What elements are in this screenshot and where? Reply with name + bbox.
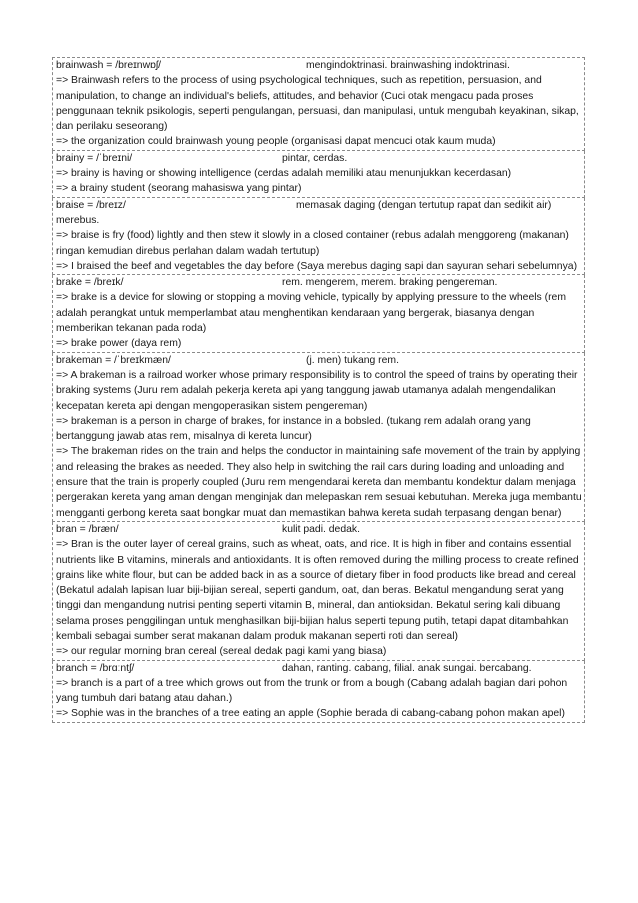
- definition-line: => braise is fry (food) lightly and then stew it slowly in a closed container (rebus adalah menggoreng (makanan) ringan kemudian direbus perlahan dalam wadah tertutup): [56, 230, 569, 257]
- translation: dahan, ranting. cabang, filial. anak sungai. bercabang.: [282, 662, 532, 674]
- example-line: => Sophie was in the branches of a tree eating an apple (Sophie berada di cabang-cabang pohon makan apel): [56, 708, 565, 720]
- definition-line: => Bran is the outer layer of cereal grains, such as wheat, oats, and rice. It is high in fiber and contains essential nutrients like B vitamins, minerals and antioxidants. It is often removed during the milling process to create refined grains like white flour, but can be added back in as a source of dietary fiber in food products like bread and cereal (Bekatul adalah lapisan luar biji-bijian sereal, seperti gandum, oat, dan beras. Bekatul mengandung serat yang tinggi dan mengandung nutrisi penting seperti vitamin B, mineral, dan antioksidan. Bekatul sering kali dibuang selama proses penggilingan untuk menghasilkan biji-bijian halus seperti tepung putih, tetapi dapat ditambahkan kembali sebagai sumber serat makanan dalam produk makanan seperti roti dan sereal): [56, 539, 579, 642]
- entry-brake: [52, 275, 585, 352]
- headword-pronunciation: brake = /breɪk/: [56, 277, 124, 289]
- translation: memasak daging (dengan tertutup rapat dan sedikit air) merebus.: [56, 199, 552, 226]
- headword-pronunciation: branch = /brɑːntʃ/: [56, 662, 135, 674]
- entry-head: [56, 58, 583, 73]
- headword: braise = /breɪz/: [56, 199, 126, 211]
- translation: rem. mengerem, merem. braking pengereman.: [282, 277, 498, 289]
- entry-head: [56, 522, 583, 537]
- example-line: => a brainy student (seorang mahasiswa yang pintar): [56, 183, 302, 195]
- headword-pronunciation: brainwash = /breɪnwɒʃ/: [56, 60, 162, 71]
- example-line: => I braised the beef and vegetables the day before (Saya merebus daging sapi dan sayuran sehari sebelumnya): [56, 260, 578, 272]
- translation: pintar, cerdas.: [282, 152, 348, 164]
- entry-brainwash: [52, 57, 585, 151]
- entry-head: [56, 275, 583, 290]
- translation: mengindoktrinasi. brainwashing indoktrinasi.: [306, 60, 510, 71]
- entry-head: [56, 151, 583, 166]
- translation: (j. men) tukang rem.: [306, 354, 399, 366]
- entry-head: [56, 661, 583, 676]
- definition-line: => Brainwash refers to the process of using psychological techniques, such as repetition, persuasion, and manipulation, to change an individual's beliefs, attitudes, and behavior (Cuci otak mengacu pada proses penggunaan teknik psikologis, seperti pengulangan, persuasi, dan manipulasi, untuk mengubah keyakinan, sikap, dan perilaku seseorang): [56, 75, 579, 133]
- entry-brakeman: [52, 353, 585, 522]
- definition-line: => The brakeman rides on the train and helps the conductor in maintaining safe movement of the train by applying and releasing the brakes as needed. They also help in switching the rail cars during loading and unloading and ensure that the train is properly coupled (Juru rem mengendarai kereta dan membantu kondektur dalam menjaga pergerakan kereta yang aman dengan menginjak dan melepaskan rem sesuai kebutuhan. Mereka juga membantu mengganti gerbong kereta saat bongkar muat dan memastikan bahwa kereta sudah terpasang dengan benar): [56, 446, 582, 519]
- entry-braise: [52, 198, 585, 275]
- entry-head: [56, 353, 583, 368]
- headword-pronunciation: brakeman = /ˈbreɪkmæn/: [56, 354, 171, 366]
- definition-line: => A brakeman is a railroad worker whose primary responsibility is to control the speed of trains by operating their braking systems (Juru rem adalah pekerja kereta api yang tanggung jawab utamanya adalah mengendalikan kecepatan kereta api dengan mengoperasikan sistem pengereman): [56, 369, 578, 412]
- entry-head: [56, 198, 583, 229]
- example-line: => brake power (daya rem): [56, 338, 182, 350]
- example-line: => the organization could brainwash young people (organisasi dapat mencuci otak kaum muda): [56, 136, 496, 148]
- definition-line: => brake is a device for slowing or stopping a moving vehicle, typically by applying pressure to the wheels (rem adalah perangkat untuk memperlambat atau menghentikan kendaraan yang bergerak, biasanya dengan memberikan tekanan pada roda): [56, 292, 566, 335]
- entry-bran: [52, 522, 585, 661]
- headword-pronunciation: brainy = /ˈbreɪni/: [56, 152, 133, 164]
- entry-brainy: [52, 151, 585, 198]
- entry-branch: [52, 661, 585, 723]
- definition-line: => brakeman is a person in charge of brakes, for instance in a bobsled. (tukang rem adalah orang yang bertanggung jawab atas rem, misalnya di kereta luncur): [56, 415, 531, 443]
- example-line: => our regular morning bran cereal (sereal dedak pagi kami yang biasa): [56, 646, 387, 658]
- dictionary-page: [52, 57, 585, 723]
- headword-pronunciation: bran = /bræn/: [56, 523, 119, 535]
- translation: kulit padi. dedak.: [282, 523, 360, 535]
- definition-line: => brainy is having or showing intelligence (cerdas adalah memiliki atau menunjukkan kecerdasan): [56, 168, 512, 180]
- definition-line: => branch is a part of a tree which grows out from the trunk or from a bough (Cabang adalah bagian dari pohon yang tumbuh dari batang atau dahan.): [56, 677, 568, 705]
